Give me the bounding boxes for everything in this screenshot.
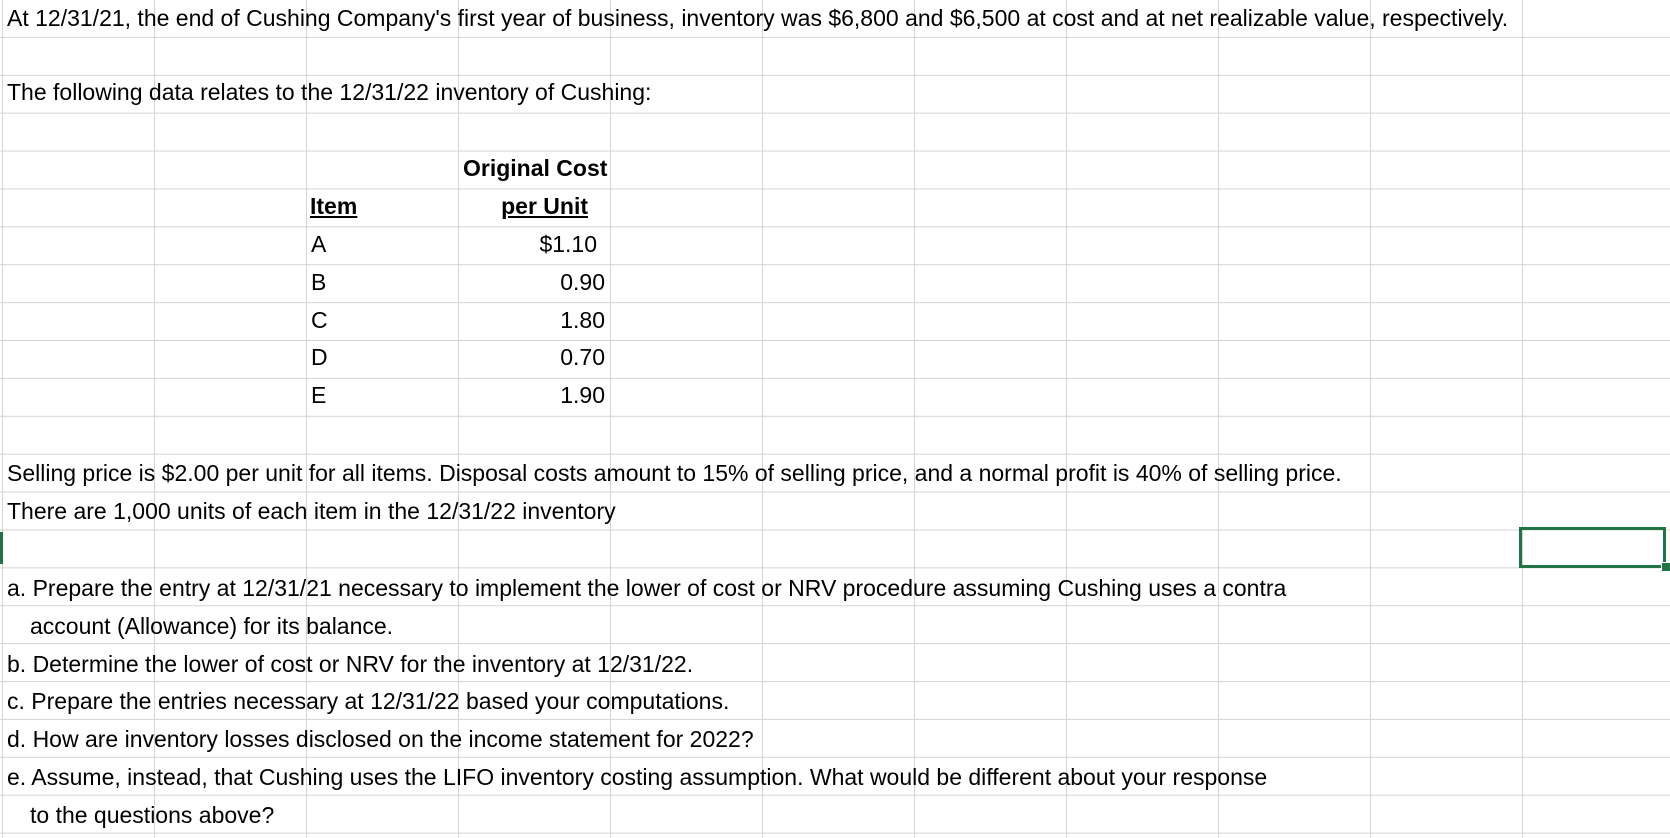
header-per-unit-text: per Unit bbox=[501, 193, 588, 219]
cost-a: $1.10 bbox=[539, 231, 597, 257]
intro-text: At 12/31/21, the end of Cushing Company's first year of business, inventory was $6,800 and $6,500 at cost and at net realizable value, respectively. bbox=[7, 5, 1509, 31]
item-a: A bbox=[311, 231, 327, 257]
header-item: Item bbox=[310, 193, 358, 219]
note-units: There are 1,000 units of each item in the 12/31/22 inventory bbox=[7, 498, 616, 524]
item-d: D bbox=[311, 344, 328, 370]
cost-b: 0.90 bbox=[560, 269, 605, 295]
question-b: b. Determine the lower of cost or NRV for the inventory at 12/31/22. bbox=[7, 651, 694, 677]
question-a-cont: account (Allowance) for its balance. bbox=[30, 613, 394, 639]
question-d: d. How are inventory losses disclosed on the income statement for 2022? bbox=[7, 726, 754, 752]
header-per-unit bbox=[463, 191, 588, 221]
question-a: a. Prepare the entry at 12/31/21 necessary to implement the lower of cost or NRV procedure assuming Cushing uses a contra bbox=[7, 575, 1287, 601]
cost-d: 0.70 bbox=[560, 344, 605, 370]
data-intro-text: The following data relates to the 12/31/22 inventory of Cushing: bbox=[7, 79, 652, 105]
header-original-cost: Original Cost bbox=[463, 155, 608, 181]
note-selling-price: Selling price is $2.00 per unit for all items. Disposal costs amount to 15% of selling price, and a normal profit is 40% of selling price. bbox=[7, 460, 1342, 486]
item-e: E bbox=[311, 382, 327, 408]
item-c: C bbox=[311, 307, 328, 333]
active-cell[interactable] bbox=[1519, 527, 1666, 568]
item-b: B bbox=[311, 269, 327, 295]
cost-c: 1.80 bbox=[560, 307, 605, 333]
question-e-cont: to the questions above? bbox=[30, 802, 275, 828]
cost-e: 1.90 bbox=[560, 382, 605, 408]
question-c: c. Prepare the entries necessary at 12/31/22 based your computations. bbox=[7, 688, 730, 714]
row-selection-marker bbox=[0, 532, 3, 564]
question-e: e. Assume, instead, that Cushing uses the LIFO inventory costing assumption. What would be different about your response bbox=[7, 764, 1268, 790]
fill-handle[interactable] bbox=[1661, 562, 1670, 572]
